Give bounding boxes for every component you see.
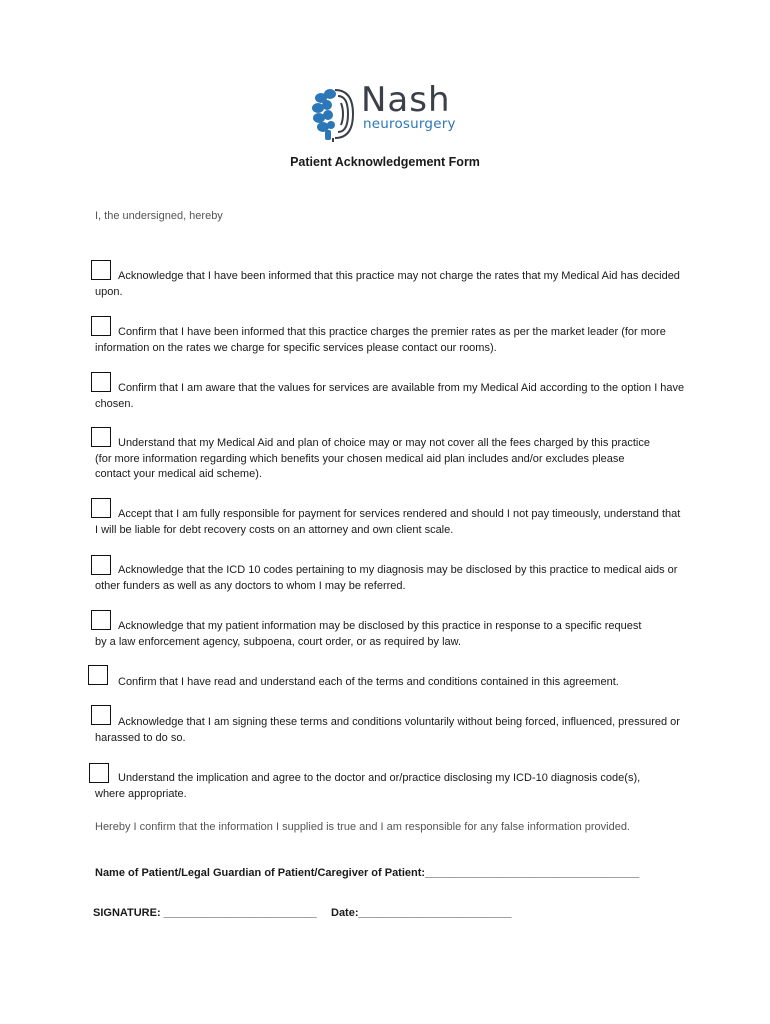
intro-text: I, the undersigned, hereby (95, 210, 223, 222)
item-text: Acknowledge that I am signing these terms and conditions voluntarily without being forced, influenced, pressured or harassed to do so. (95, 716, 680, 744)
brain-icon (311, 86, 363, 144)
item-text: Confirm that I have been informed that this practice charges the premier rates as per the market leader (for more information on the rates we charge for specific services please contact our rooms). (95, 326, 666, 354)
signature-field[interactable]: SIGNATURE: _________________________ (93, 907, 317, 919)
acknowledgement-item (95, 771, 655, 802)
item-text: Accept that I am fully responsible for payment for services rendered and should I not pay timeously, understand that I will be liable for debt recovery costs on an attorney and own client scale. (95, 508, 681, 536)
acknowledgement-item (95, 507, 685, 538)
acknowledgement-item (95, 563, 690, 594)
date-field[interactable]: Date:_________________________ (331, 907, 512, 919)
acknowledgement-item (95, 381, 685, 412)
acknowledgement-item (95, 619, 655, 650)
item-text: Understand that my Medical Aid and plan of choice may or may not cover all the fees charged by this practice (for more information regarding which benefits your chosen medical aid plan includes and/or excludes please contact your medical aid scheme). (95, 437, 650, 480)
acknowledgement-item (95, 675, 685, 691)
nash-neurosurgery-logo (311, 80, 471, 144)
acknowledgement-item (95, 436, 660, 483)
logo-subtitle: neurosurgery (363, 116, 456, 132)
acknowledgement-item (95, 269, 685, 300)
item-text: Understand the implication and agree to the doctor and or/practice disclosing my ICD-10 diagnosis code(s), where appropriate. (95, 772, 641, 800)
item-text: Acknowledge that the ICD 10 codes pertaining to my diagnosis may be disclosed by this practice to medical aids or other funders as well as any doctors to whom I may be referred. (95, 564, 678, 592)
logo-name: Nash (361, 80, 451, 120)
item-text: Acknowledge that my patient information may be disclosed by this practice in response to a specific request by a law enforcement agency, subpoena, court order, or as required by law. (95, 620, 642, 648)
patient-name-field[interactable]: Name of Patient/Legal Guardian of Patient/Caregiver of Patient:___________________________________ (95, 867, 640, 879)
item-text: Confirm that I am aware that the values for services are available from my Medical Aid according to the option I have chosen. (95, 382, 685, 410)
item-text: Acknowledge that I have been informed that this practice may not charge the rates that my Medical Aid has decided upon. (95, 270, 680, 298)
acknowledgement-item (95, 325, 685, 356)
confirmation-statement: Hereby I confirm that the information I supplied is true and I am responsible for any false information provided. (95, 821, 630, 833)
form-title: Patient Acknowledgement Form (290, 155, 480, 169)
item-text: Confirm that I have read and understand each of the terms and conditions contained in this agreement. (118, 676, 619, 688)
acknowledgement-item (95, 715, 685, 746)
